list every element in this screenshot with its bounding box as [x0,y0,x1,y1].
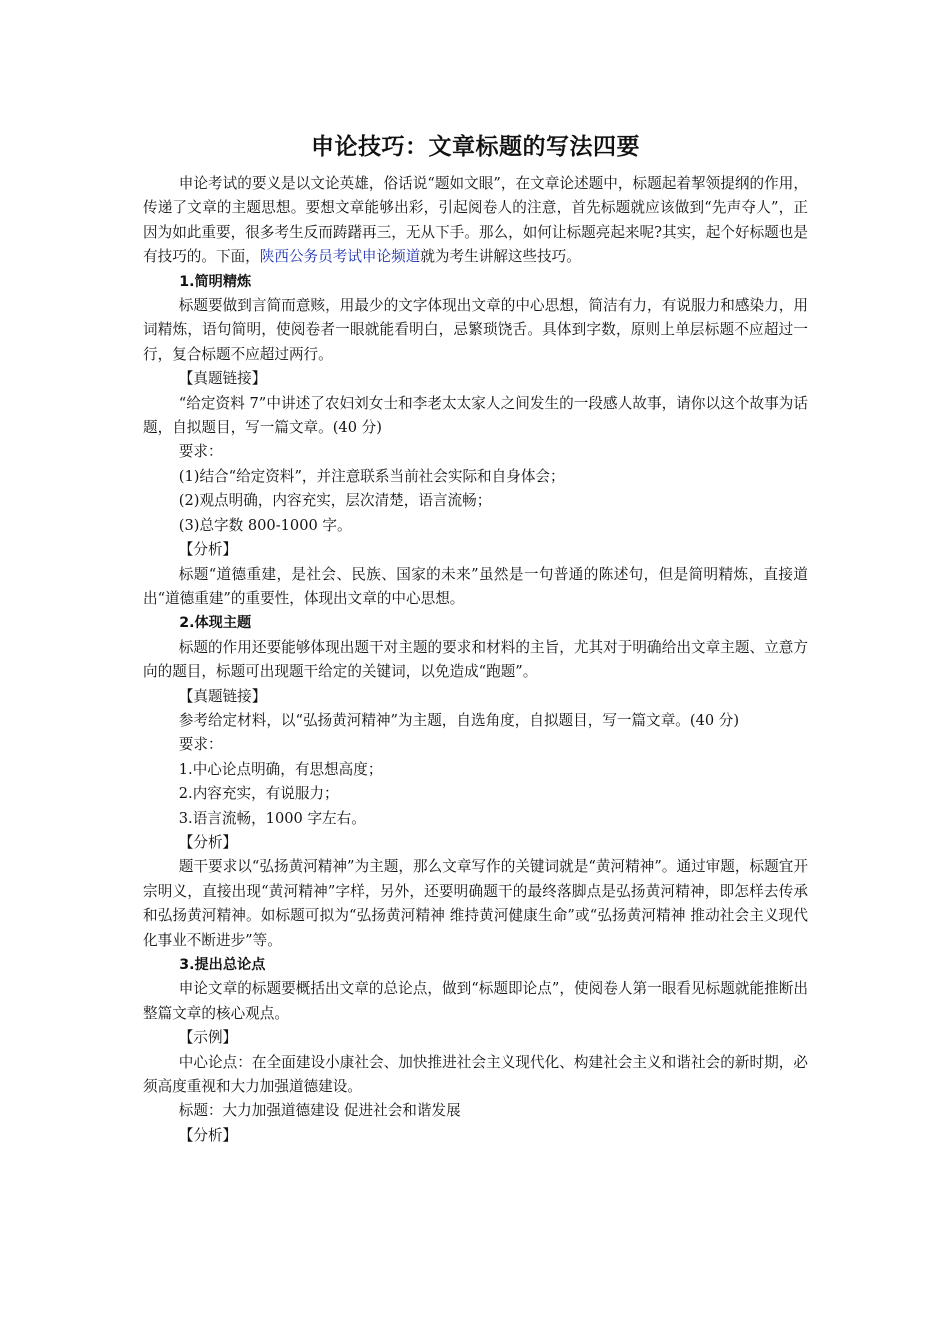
requirements-label: 要求： [178,736,223,754]
requirement-item: 1.中心论点明确，有思想高度； [178,760,383,778]
requirement-item: (2)观点明确，内容充实，层次清楚，语言流畅； [178,492,492,510]
example-title: 标题：大力加强道德建设 促进社会和谐发展 [178,1102,461,1120]
section-heading: 2.体现主题 [179,615,252,632]
analysis-text: 题干要求以“弘扬黄河精神”为主题，那么文章写作的关键词就是“黄河精神”。通过审题，标题宜开宗明义，直接出现“黄河精神”字样，另外，还要明确题干的最终落脚点是弘扬黄河精神，即怎样去传承和弘扬黄河精神。如标题可拟为“弘扬黄河精神 维持黄河健康生命”或“弘扬黄河精神 推动社会主义现代化事业不断进步”等。 [143,858,808,949]
intro-paragraph [143,172,808,270]
requirements-label: 要求： [178,443,223,461]
section-body: 标题要做到言简而意赅，用最少的文字体现出文章的中心思想，简洁有力，有说服力和感染力，用词精炼，语句简明，使阅卷者一眼就能看明白，忌繁琐饶舌。具体到字数，原则上单层标题不应超过一行，复合标题不应超过两行。 [143,297,808,363]
analysis-label: 【分析】 [178,541,238,559]
exam-question: 参考给定材料，以“弘扬黄河精神”为主题，自选角度，自拟题目，写一篇文章。(40 分) [178,711,740,729]
center-argument: 中心论点：在全面建设小康社会、加快推进社会主义现代化、构建社会主义和谐社会的新时期，必须高度重视和大力加强道德建设。 [143,1053,808,1096]
exam-link-label: 【真题链接】 [178,687,267,705]
requirement-item: 2.内容充实，有说服力； [178,785,339,803]
section-heading: 1.简明精炼 [179,273,252,290]
section-body: 标题的作用还要能够体现出题干对主题的要求和材料的主旨，尤其对于明确给出文章主题、立意方向的题目，标题可出现题干给定的关键词，以免造成“跑题”。 [143,638,808,681]
channel-link[interactable]: 陕西公务员考试申论频道 [259,248,421,266]
analysis-text: 标题“道德重建，是社会、民族、国家的未来”虽然是一句普通的陈述句，但是简明精炼，直接道出“道德重建”的重要性，体现出文章的中心思想。 [143,565,808,607]
analysis-label: 【分析】 [178,1126,238,1144]
requirement-item: (1)结合“给定资料”，并注意联系当前社会实际和自身体会； [178,467,565,485]
requirement-item: 3.语言流畅，1000 字左右。 [178,809,366,827]
analysis-label: 【分析】 [178,833,238,851]
example-label: 【示例】 [178,1029,238,1047]
intro-text: 申论考试的要义是以文论英雄，俗话说“题如文眼”，在文章论述题中，标题起着挈领提纲的作用，传递了文章的主题思想。要想文章能够出彩，引起阅卷人的注意，首先标题就应该做到“先声夺人”，正因为如此重要，很多考生反而踌躇再三，无从下手。那么，如何让标题亮起来呢?其实，起个好标题也是有技巧的。下面， [143,175,808,266]
intro-text-end: 就为考生讲解这些技巧。 [420,248,581,266]
page-title: 申论技巧：文章标题的写法四要 [311,134,640,160]
section-heading: 3.提出总论点 [179,957,266,973]
exam-link-label: 【真题链接】 [178,370,267,388]
requirement-item: (3)总字数 800-1000 字。 [178,516,352,534]
section-body: 申论文章的标题要概括出文章的总论点，做到“标题即论点”，使阅卷人第一眼看见标题就能推断出整篇文章的核心观点。 [143,980,808,1022]
document-page [143,130,808,1148]
exam-question: “给定资料 7”中讲述了农妇刘女士和李老太太家人之间发生的一段感人故事，请你以这个故事为话题，自拟题目，写一篇文章。(40 分) [143,394,808,437]
